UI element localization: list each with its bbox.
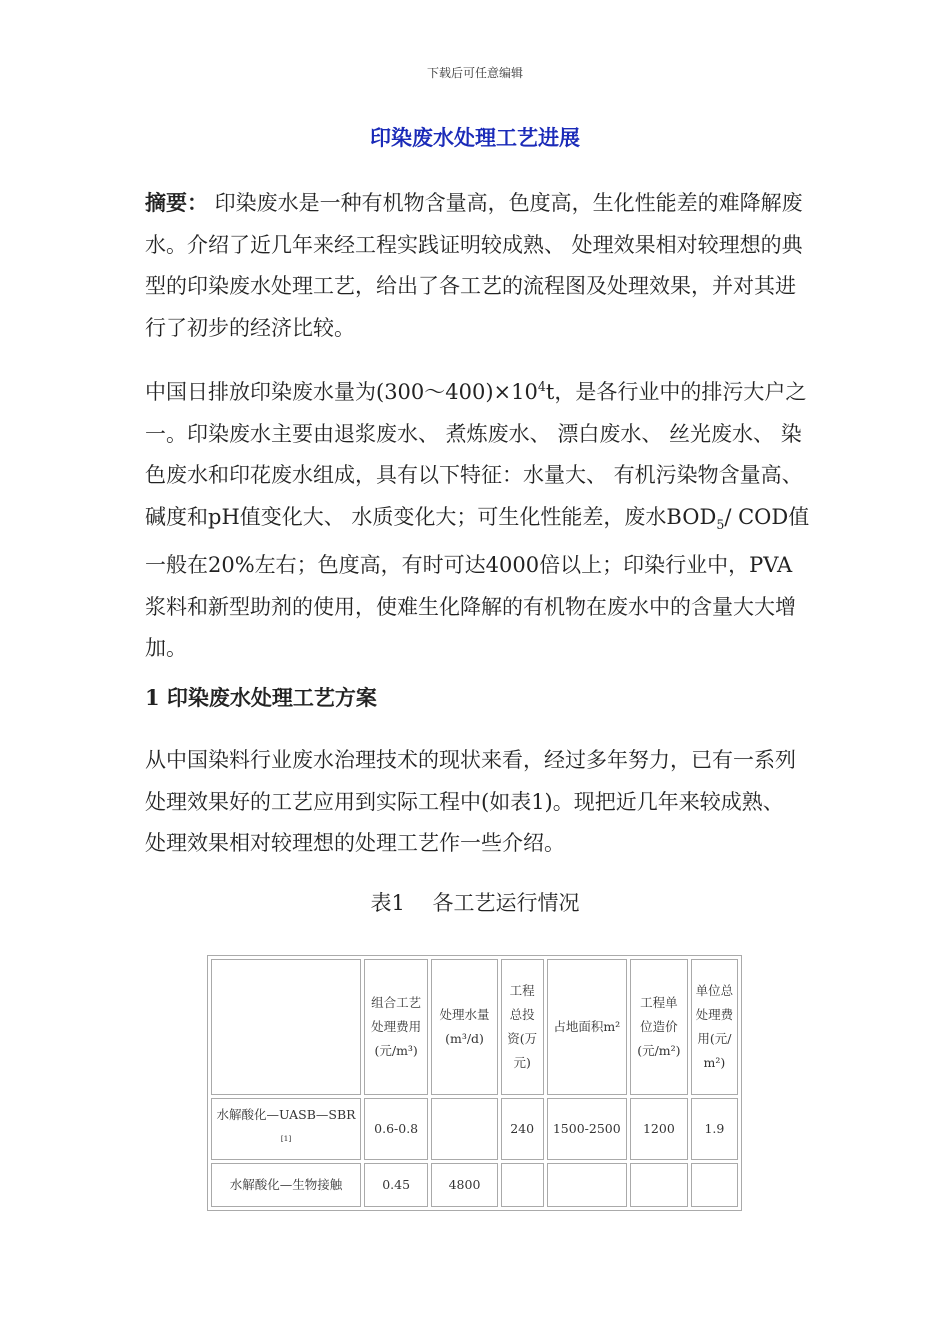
table-cell: 240 <box>501 1098 544 1160</box>
table-row <box>211 1098 738 1160</box>
table-header-cell: 处理水量(m³/d) <box>431 959 497 1095</box>
table-cell <box>691 1163 738 1207</box>
intro-text-3: / COD值一般在20%左右；色度高，有时可达4000倍以上；印染行业中，PVA浆料和新型助剂的使用，使难生化降解的有机物在废水中的含量大大增加。 <box>145 504 810 661</box>
table-cell: 1500-2500 <box>547 1098 627 1160</box>
table-cell: 1200 <box>630 1098 688 1160</box>
table-header-cell <box>211 959 361 1095</box>
table-cell <box>211 1098 361 1160</box>
table-header-cell: 工程单位造价(元/m²) <box>630 959 688 1095</box>
reference-mark: [1] <box>280 1134 292 1144</box>
table-cell <box>547 1163 627 1207</box>
abstract-label: 摘要： <box>145 190 208 215</box>
table-header-cell: 工程总投资(万元) <box>501 959 544 1095</box>
table-row <box>211 1163 738 1207</box>
process-name: 水解酸化—UASB—SBR <box>216 1107 356 1123</box>
table-header-row <box>211 959 738 1095</box>
intro-text-2: t，是各行业中的排污大户之一。印染废水主要由退浆废水、 煮炼废水、 漂白废水、 丝光废水、 染色废水和印花废水组成，具有以下特征：水量大、 有机污染物含量高、 碱度和pH值变化大、 水质变化大；可生化性能差，废水BOD <box>145 380 807 529</box>
table-cell: 4800 <box>431 1163 497 1207</box>
section-heading: 1 印染废水处理工艺方案 <box>145 685 377 710</box>
table-cell: 水解酸化—生物接触 <box>211 1163 361 1207</box>
process-table <box>207 955 742 1211</box>
document-title: 印染废水处理工艺进展 <box>370 125 580 150</box>
header-note: 下载后可任意编辑 <box>426 66 523 80</box>
table-cell: 1.9 <box>691 1098 738 1160</box>
abstract-text: 印染废水是一种有机物含量高，色度高，生化性能差的难降解废水。介绍了近几年来经工程实践证明较成熟、 处理效果相对较理想的典型的印染废水处理工艺，给出了各工艺的流程图及处理效果，并对其进行了初步的经济比较。 <box>145 191 803 340</box>
table-cell: 0.45 <box>364 1163 428 1207</box>
table-cell <box>431 1098 497 1160</box>
table-cell <box>630 1163 688 1207</box>
table-header-cell: 组合工艺处理费用(元/m³) <box>364 959 428 1095</box>
section-body-paragraph: 从中国染料行业废水治理技术的现状来看，经过多年努力，已有一系列处理效果好的工艺应用到实际工程中(如表1)。现把近几年来较成熟、 处理效果相对较理想的处理工艺作一些介绍。 <box>145 748 796 855</box>
intro-superscript: 4 <box>537 379 546 394</box>
table-header-cell: 单位总处理费用(元/m²) <box>691 959 738 1095</box>
abstract-paragraph <box>145 182 810 349</box>
intro-paragraph <box>145 366 810 670</box>
table-header-cell: 占地面积m² <box>547 959 627 1095</box>
table-cell: 0.6-0.8 <box>364 1098 428 1160</box>
intro-subscript: 5 <box>716 516 725 532</box>
table-cell <box>501 1163 544 1207</box>
table-caption: 表1 各工艺运行情况 <box>370 891 580 915</box>
intro-text-1: 中国日排放印染废水量为(300～400)×10 <box>145 380 538 404</box>
